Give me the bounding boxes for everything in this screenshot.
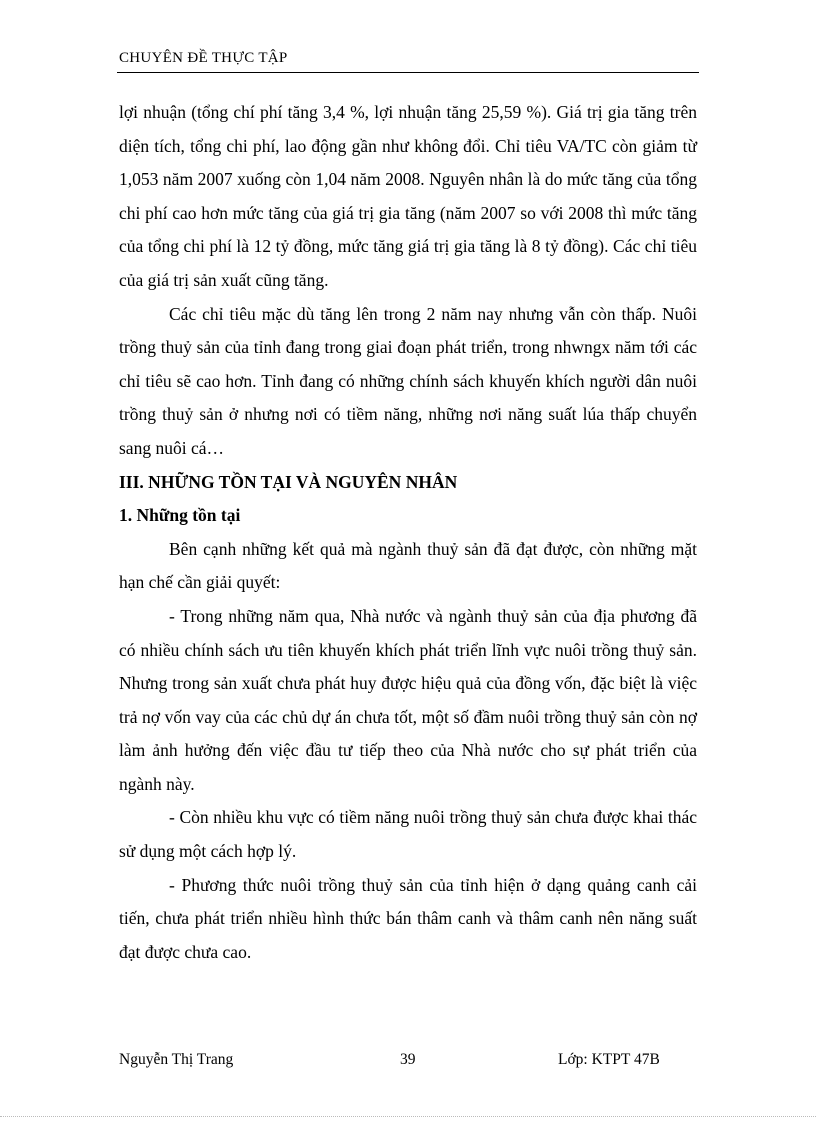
paragraph-limitation-3: - Phương thức nuôi trồng thuỷ sản của tỉnh hiện ở dạng quảng canh cải tiến, chưa phát triển nhiều hình thức bán thâm canh và thâm canh nên năng suất đạt được chưa cao.	[119, 874, 697, 962]
header-rule	[117, 72, 699, 73]
subsection-heading: 1. Những tồn tại	[119, 505, 241, 526]
paragraph-profit: lợi nhuận (tổng chí phí tăng 3,4 %, lợi nhuận tăng 25,59 %). Giá trị gia tăng trên diện tích, tổng chi phí, lao động gần như không đổi. Chỉ tiêu VA/TC còn giảm từ 1,053 năm 2007 xuống còn 1,04 năm 2008. Nguyên nhân là do mức tăng của tổng chi phí cao hơn mức tăng của giá trị gia tăng (năm 2007 so với 2008 thì mức tăng của tổng chi phí là 12 tỷ đồng, mức tăng giá trị gia tăng là 8 tỷ đồng). Các chỉ tiêu của giá trị sản xuất cũng tăng.	[119, 102, 697, 290]
page-body	[119, 96, 697, 969]
footer-author: Nguyễn Thị Trang	[119, 1051, 234, 1068]
page-bottom-rule	[0, 1116, 816, 1117]
paragraph-limitation-2: - Còn nhiều khu vực có tiềm năng nuôi trồng thuỷ sản chưa được khai thác sử dụng một cách hợp lý.	[119, 807, 697, 862]
paragraph-intro-limitations: Bên cạnh những kết quả mà ngành thuỷ sản đã đạt được, còn những mặt hạn chế cần giải quyết:	[119, 538, 697, 593]
footer-class-label: Lớp: KTPT 47B	[558, 1051, 660, 1068]
section-heading: III. NHỮNG TỒN TẠI VÀ NGUYÊN NHÂN	[119, 471, 458, 492]
footer-page-number: 39	[400, 1051, 416, 1068]
paragraph-indicators: Các chỉ tiêu mặc dù tăng lên trong 2 năm nay nhưng vẫn còn thấp. Nuôi trồng thuỷ sản của tỉnh đang trong giai đoạn phát triển, trong nhwngx năm tới các chỉ tiêu sẽ cao hơn. Tỉnh đang có những chính sách khuyến khích người dân nuôi trồng thuỷ sản ở nhưng nơi có tiềm năng, những nơi năng suất lúa thấp chuyển sang nuôi cá…	[119, 303, 697, 458]
page-header-title: CHUYÊN ĐỀ THỰC TẬP	[119, 50, 288, 66]
paragraph-limitation-1: - Trong những năm qua, Nhà nước và ngành thuỷ sản của địa phương đã có nhiều chính sách ưu tiên khuyến khích phát triển lĩnh vực nuôi trồng thuỷ sản. Nhưng trong sản xuất chưa phát huy được hiệu quả của đồng vốn, đặc biệt là việc trả nợ vốn vay của các chủ dự án chưa tốt, một số đầm nuôi trồng thuỷ sản còn nợ làm ảnh hưởng đến việc đầu tư tiếp theo của Nhà nước cho sự phát triển của ngành này.	[119, 605, 697, 794]
